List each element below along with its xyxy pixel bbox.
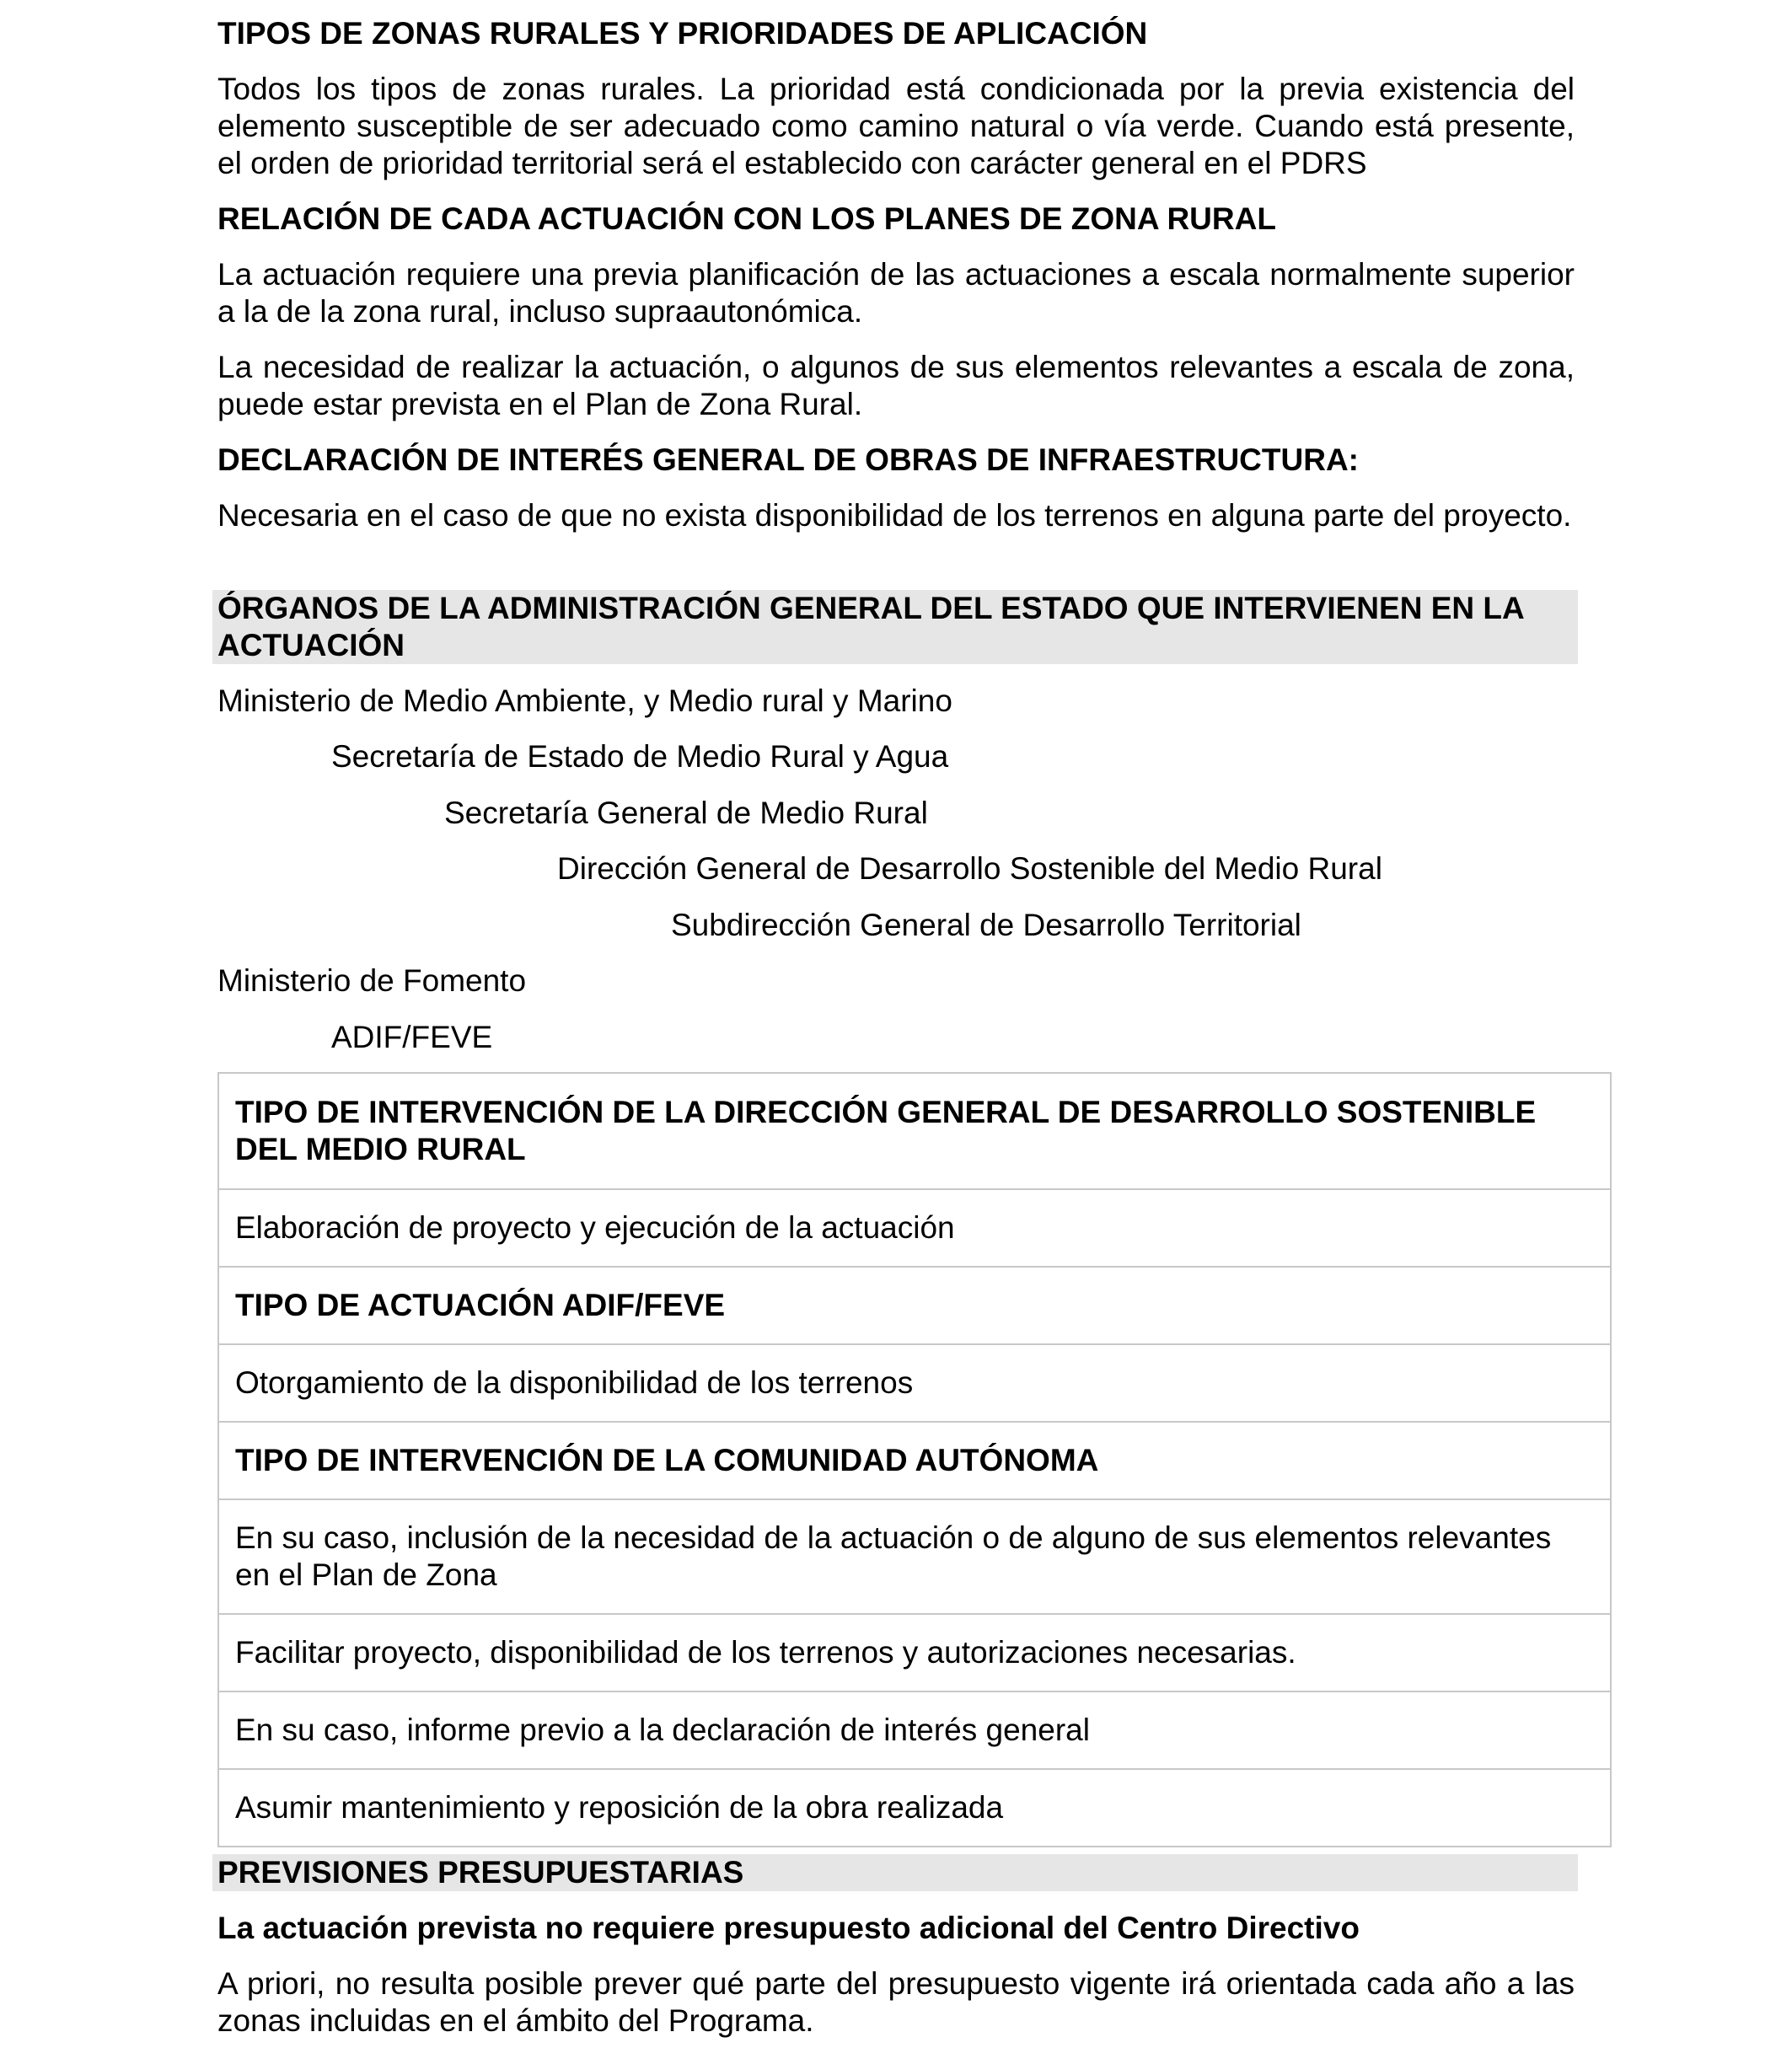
heading-organos: ÓRGANOS DE LA ADMINISTRACIÓN GENERAL DEL ESTADO QUE INTERVIENEN EN LA ACTUACIÓN [217, 591, 1524, 662]
subheading-previsiones: La actuación prevista no requiere presupuesto adicional del Centro Directivo [217, 1911, 1360, 1945]
heading-relacion-planes: RELACIÓN DE CADA ACTUACIÓN CON LOS PLANES DE ZONA RURAL [217, 201, 1276, 236]
paragraph-tipos-zonas: Todos los tipos de zonas rurales. La prioridad está condicionada por la previa existencia del elemento susceptible de ser adecuado como camino natural o vía verde. Cuando está presente, el orden de prioridad territorial será el establecido con carácter general en el PDRS [217, 72, 1575, 180]
heading-previsiones: PREVISIONES PRESUPUESTARIAS [217, 1855, 744, 1890]
table-cell: En su caso, informe previo a la declaración de interés general [218, 1691, 1611, 1769]
heading-declaracion: DECLARACIÓN DE INTERÉS GENERAL DE OBRAS DE INFRAESTRUCTURA: [217, 442, 1359, 477]
table-row [218, 1267, 1611, 1344]
org-secretaria-estado: Secretaría de Estado de Medio Rural y Agua [331, 739, 949, 774]
table-row [218, 1769, 1611, 1847]
paragraph-relacion-planes-1: La actuación requiere una previa planificación de las actuaciones a escala normalmente superior a la de la zona rural, incluso supraautonómica. [217, 257, 1575, 329]
table-cell: Facilitar proyecto, disponibilidad de los terrenos y autorizaciones necesarias. [218, 1614, 1611, 1691]
heading-tipos-zonas: TIPOS DE ZONAS RURALES Y PRIORIDADES DE APLICACIÓN [217, 16, 1148, 51]
paragraph-relacion-planes-2: La necesidad de realizar la actuación, o algunos de sus elementos relevantes a escala de zona, puede estar prevista en el Plan de Zona Rural. [217, 350, 1575, 421]
org-subdireccion-general: Subdirección General de Desarrollo Territorial [671, 908, 1301, 942]
table-heading-cell: TIPO DE INTERVENCIÓN DE LA DIRECCIÓN GENERAL DE DESARROLLO SOSTENIBLE DEL MEDIO RURAL [218, 1073, 1611, 1189]
org-direccion-general: Dirección General de Desarrollo Sostenible del Medio Rural [557, 851, 1382, 886]
org-secretaria-general: Secretaría General de Medio Rural [444, 796, 928, 830]
table-row [218, 1614, 1611, 1691]
table-row [218, 1422, 1611, 1499]
table-row [218, 1189, 1611, 1267]
table-heading-cell: TIPO DE INTERVENCIÓN DE LA COMUNIDAD AUTÓNOMA [218, 1422, 1611, 1499]
table-row [218, 1691, 1611, 1769]
table-cell: Otorgamiento de la disponibilidad de los terrenos [218, 1344, 1611, 1422]
table-row [218, 1073, 1611, 1189]
paragraph-previsiones: A priori, no resulta posible prever qué parte del presupuesto vigente irá orientada cada año a las zonas incluidas en el ámbito del Programa. [217, 1966, 1575, 2038]
table-row [218, 1499, 1611, 1614]
table-heading-cell: TIPO DE ACTUACIÓN ADIF/FEVE [218, 1267, 1611, 1344]
org-adif-feve: ADIF/FEVE [331, 1020, 493, 1054]
org-ministerio-fomento: Ministerio de Fomento [217, 963, 527, 998]
intervenciones-table [217, 1072, 1612, 1847]
table-row [218, 1344, 1611, 1422]
table-cell: Asumir mantenimiento y reposición de la obra realizada [218, 1769, 1611, 1847]
org-ministerio-medio-ambiente: Ministerio de Medio Ambiente, y Medio rural y Marino [217, 684, 952, 718]
table-cell: Elaboración de proyecto y ejecución de la actuación [218, 1189, 1611, 1267]
table-cell: En su caso, inclusión de la necesidad de la actuación o de alguno de sus elementos relevantes en el Plan de Zona [218, 1499, 1611, 1614]
paragraph-declaracion: Necesaria en el caso de que no exista disponibilidad de los terrenos en alguna parte del proyecto. [217, 498, 1572, 533]
